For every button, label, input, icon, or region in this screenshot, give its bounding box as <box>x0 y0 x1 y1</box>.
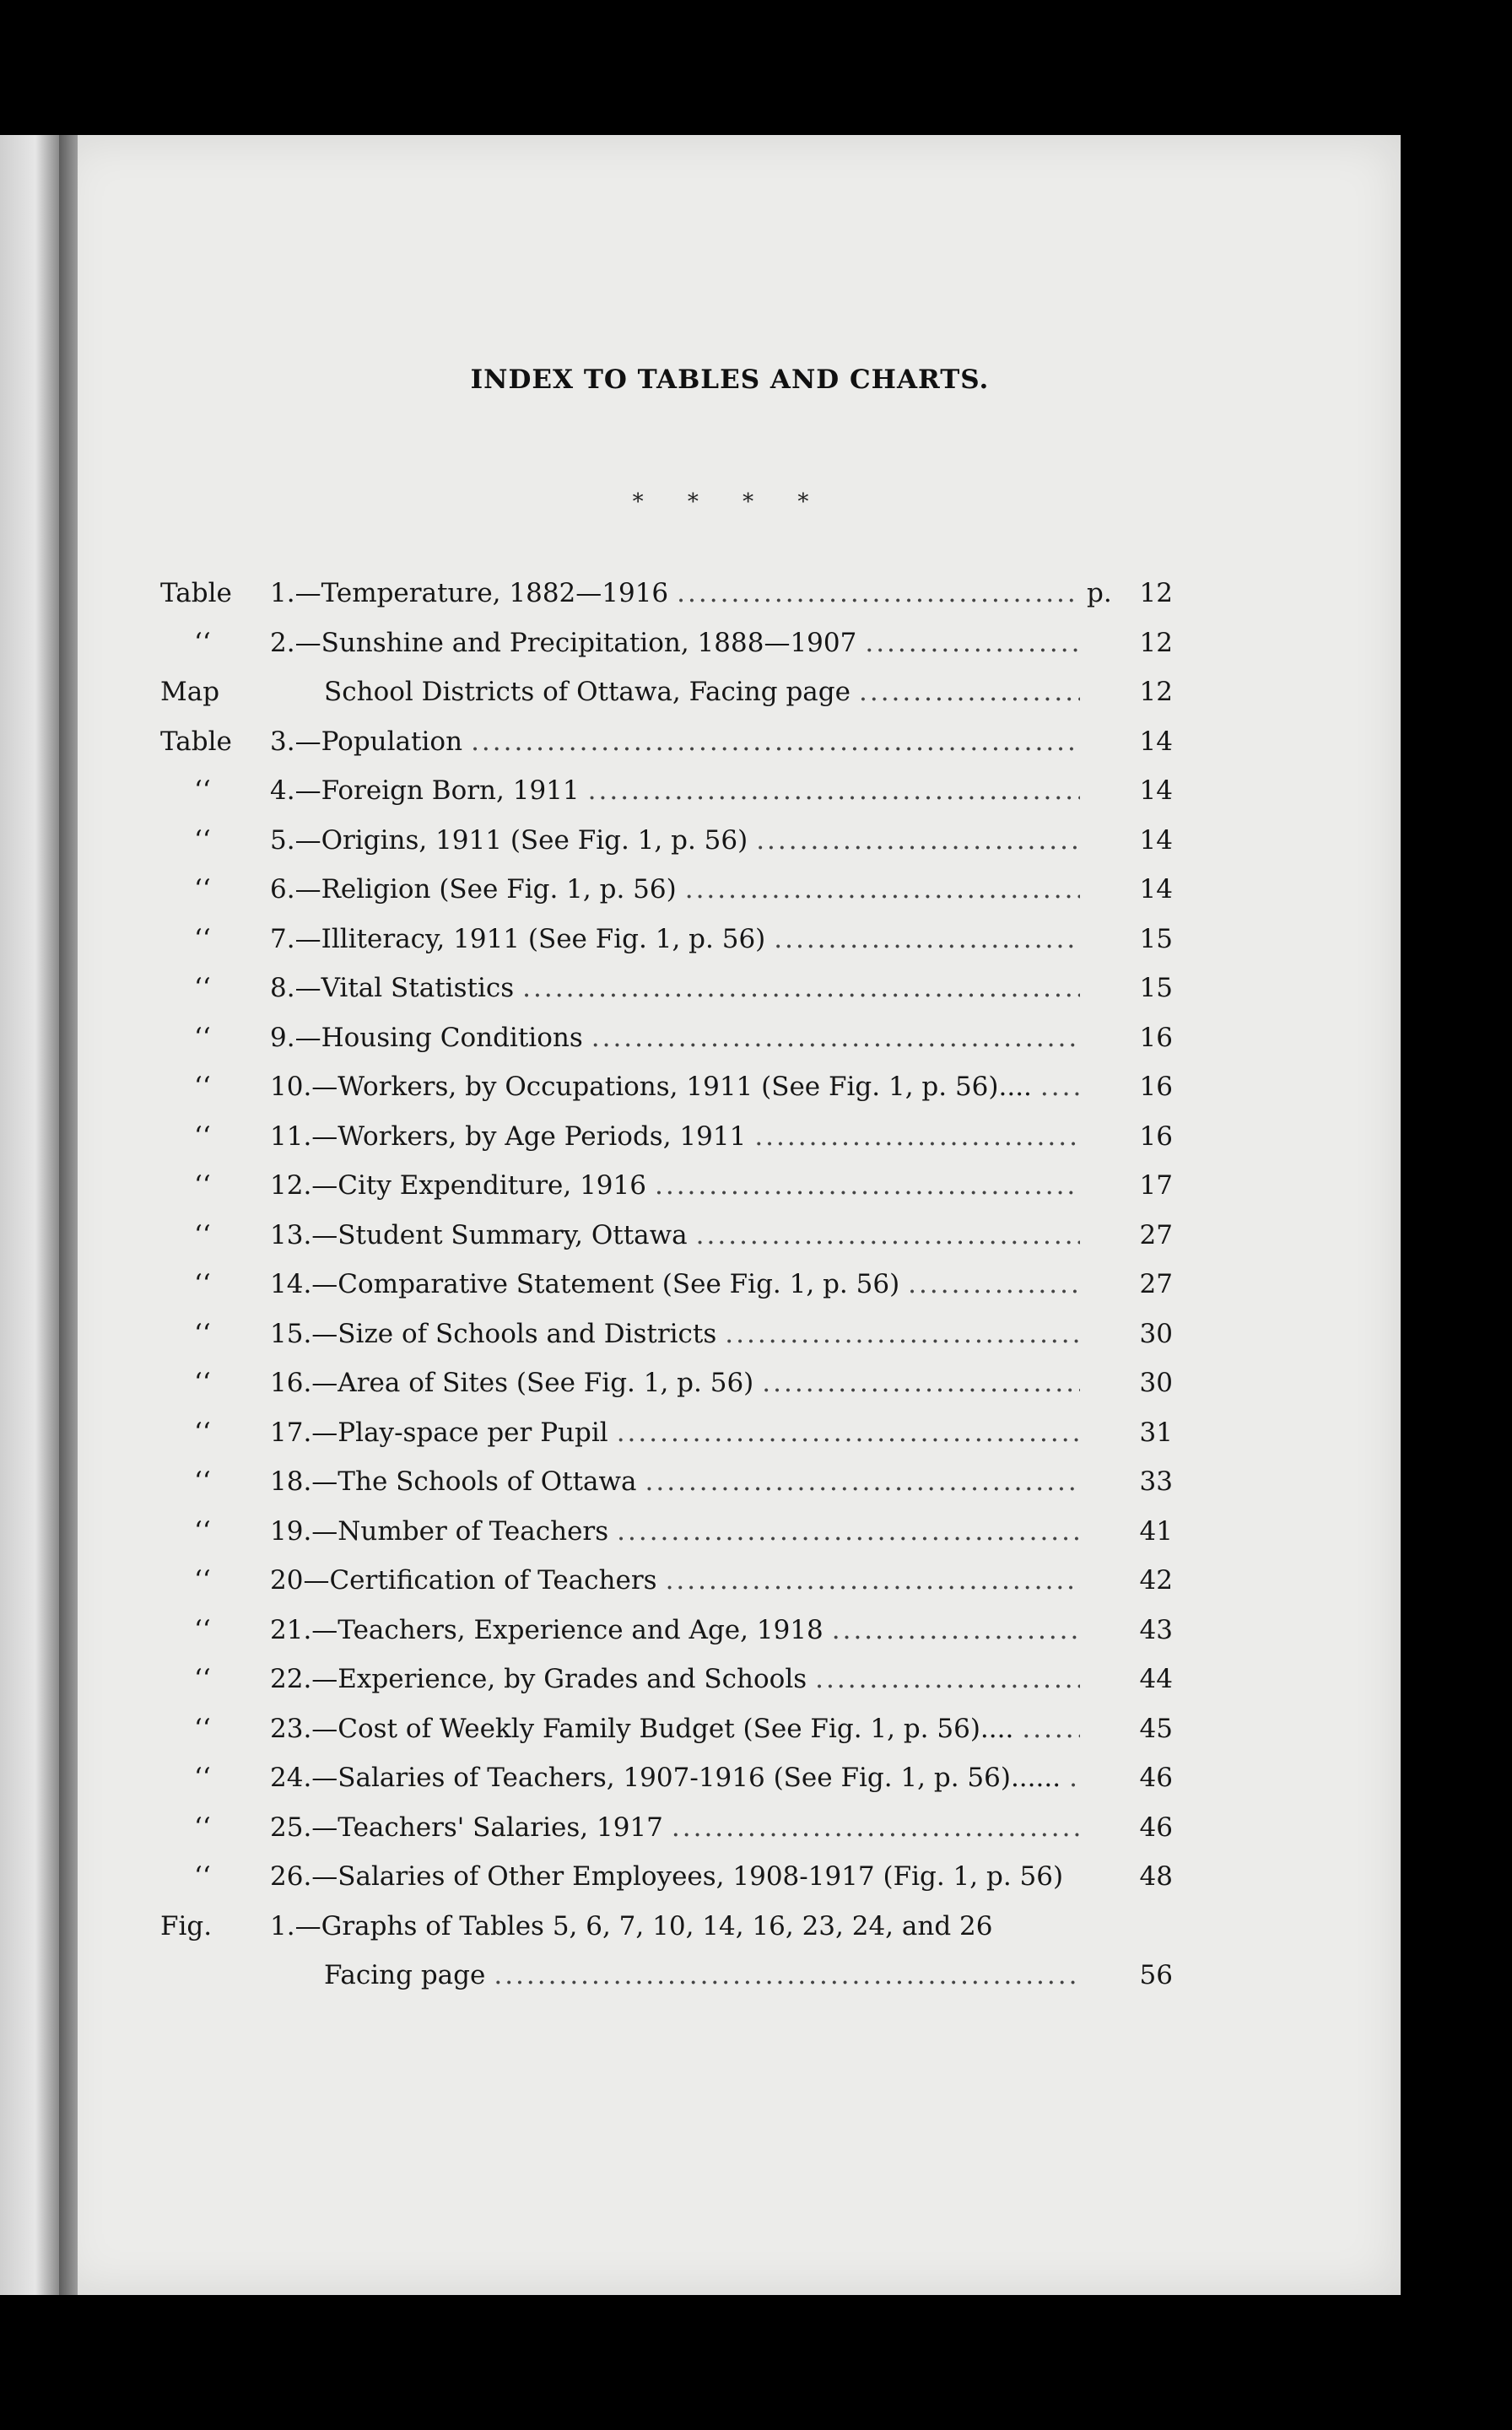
page-number: 15 <box>1139 923 1173 954</box>
page-number: 46 <box>1139 1812 1173 1843</box>
entry-kind: ‘‘ <box>194 1219 211 1250</box>
entry-title <box>270 1170 1080 1201</box>
dot-leader <box>1069 1763 1080 1793</box>
entry-text: 22.—Experience, by Grades and Schools <box>270 1664 807 1694</box>
dot-leader <box>522 973 1080 1003</box>
entry-title <box>270 1664 1080 1694</box>
page-prefix: p. <box>1087 578 1112 608</box>
dot-leader <box>471 726 1080 757</box>
entry-title <box>270 924 1080 954</box>
entry-title <box>270 973 1080 1003</box>
page-number: 12 <box>1139 627 1173 658</box>
dot-leader <box>865 628 1080 658</box>
dot-leader <box>588 775 1080 806</box>
page-number: 14 <box>1139 726 1173 757</box>
dot-leader <box>645 1466 1080 1497</box>
entry-title <box>270 825 1080 856</box>
page-number: 27 <box>1139 1269 1173 1299</box>
entry-text: 4.—Foreign Born, 1911 <box>270 775 580 806</box>
index-entry <box>59 1960 1401 2010</box>
entry-title <box>270 1220 1080 1250</box>
dot-leader <box>1040 1072 1080 1102</box>
dot-leader <box>754 1121 1080 1152</box>
index-entry <box>59 1911 1401 1961</box>
dot-leader <box>672 1812 1080 1843</box>
index-entry <box>59 1170 1401 1220</box>
entry-kind: ‘‘ <box>194 973 211 1003</box>
index-entry <box>59 973 1401 1023</box>
page-number: 27 <box>1139 1219 1173 1250</box>
page-number: 17 <box>1139 1170 1173 1201</box>
entry-kind: ‘‘ <box>194 824 211 856</box>
entry-title <box>270 1960 1080 1990</box>
page-number: 12 <box>1139 578 1173 608</box>
index-entry <box>59 1615 1401 1665</box>
index-entry <box>59 1714 1401 1763</box>
entry-kind: ‘‘ <box>194 1417 211 1448</box>
dot-leader <box>774 924 1080 954</box>
entry-kind: ‘‘ <box>194 1466 211 1497</box>
entry-title <box>270 1072 1080 1102</box>
index-entry <box>59 1121 1401 1171</box>
entry-title <box>270 1565 1080 1596</box>
index-entry <box>59 726 1401 776</box>
entry-title <box>270 1763 1080 1793</box>
page-number: 46 <box>1139 1763 1173 1793</box>
entry-title <box>270 1368 1080 1398</box>
entry-text: 25.—Teachers' Salaries, 1917 <box>270 1812 663 1843</box>
page-title: INDEX TO TABLES AND CHARTS. <box>470 364 990 395</box>
page-number: 16 <box>1139 1072 1173 1102</box>
page-number: 42 <box>1139 1565 1173 1596</box>
entry-kind: ‘‘ <box>194 1120 211 1152</box>
entry-title <box>270 1714 1080 1744</box>
page-number: 14 <box>1139 874 1173 904</box>
index-entry <box>59 1269 1401 1319</box>
entry-text: 1.—Graphs of Tables 5, 6, 7, 10, 14, 16, 23, 24, and 26 <box>270 1910 993 1941</box>
entry-title <box>270 677 1080 707</box>
entry-text: 8.—Vital Statistics <box>270 973 515 1003</box>
dot-leader <box>832 1615 1080 1645</box>
entry-title <box>270 726 1080 757</box>
entry-text: 26.—Salaries of Other Employees, 1908-1917 (Fig. 1, p. 56) <box>270 1861 1064 1892</box>
entry-kind: ‘‘ <box>194 1565 211 1596</box>
dot-leader <box>696 1220 1080 1250</box>
page-number: 56 <box>1139 1960 1173 1990</box>
entry-title <box>270 1121 1080 1152</box>
entry-text: 21.—Teachers, Experience and Age, 1918 <box>270 1614 824 1645</box>
entry-text: 15.—Size of Schools and Districts <box>270 1318 717 1349</box>
entry-title <box>270 1516 1080 1547</box>
entry-text: 6.—Religion (See Fig. 1, p. 56) <box>270 874 677 904</box>
entry-text: Facing page <box>324 1960 486 1990</box>
entry-kind: ‘‘ <box>194 1515 211 1547</box>
index-entry <box>59 1368 1401 1418</box>
entry-text: 16.—Area of Sites (See Fig. 1, p. 56) <box>270 1368 754 1398</box>
dot-leader <box>591 1023 1080 1053</box>
entry-title <box>270 1911 1080 1941</box>
index-entry <box>59 874 1401 924</box>
index-entry <box>59 1861 1401 1911</box>
dot-leader <box>677 578 1080 608</box>
entry-title <box>270 1812 1080 1843</box>
index-entry <box>59 1466 1401 1516</box>
entry-title <box>270 1861 1080 1892</box>
page-number: 30 <box>1139 1368 1173 1398</box>
index-entry <box>59 677 1401 726</box>
entry-title <box>270 628 1080 658</box>
entry-title <box>270 1418 1080 1448</box>
page-number: 33 <box>1139 1466 1173 1497</box>
entry-title <box>270 1319 1080 1349</box>
separator-stars: * * * * <box>632 489 828 515</box>
entry-kind: ‘‘ <box>194 1812 211 1843</box>
entry-text: 19.—Number of Teachers <box>270 1515 609 1547</box>
entry-text: 2.—Sunshine and Precipitation, 1888—1907 <box>270 627 857 658</box>
entry-title <box>270 874 1080 904</box>
page-number: 12 <box>1139 677 1173 707</box>
entry-kind: Table <box>160 578 232 608</box>
index-list <box>59 578 1401 2010</box>
entry-kind: ‘‘ <box>194 775 211 806</box>
dot-leader <box>685 874 1080 904</box>
entry-title <box>270 1269 1080 1299</box>
dot-leader <box>666 1565 1080 1596</box>
entry-kind: ‘‘ <box>194 1664 211 1694</box>
index-entry <box>59 1418 1401 1467</box>
entry-kind: ‘‘ <box>194 1022 211 1053</box>
page-number: 30 <box>1139 1318 1173 1349</box>
entry-text: 12.—City Expenditure, 1916 <box>270 1170 646 1201</box>
dot-leader <box>762 1368 1080 1398</box>
page-number: 45 <box>1139 1713 1173 1744</box>
entry-text: 5.—Origins, 1911 (See Fig. 1, p. 56) <box>270 824 748 856</box>
index-entry <box>59 1023 1401 1072</box>
entry-text: 17.—Play-space per Pupil <box>270 1417 608 1448</box>
index-entry <box>59 1220 1401 1270</box>
dot-leader <box>655 1170 1080 1201</box>
dot-leader <box>859 677 1080 707</box>
entry-text: 13.—Student Summary, Ottawa <box>270 1219 688 1250</box>
entry-kind: ‘‘ <box>194 1072 211 1102</box>
entry-kind: ‘‘ <box>194 1861 211 1892</box>
entry-title <box>270 775 1080 806</box>
index-entry <box>59 578 1401 628</box>
index-entry <box>59 1664 1401 1714</box>
dot-leader <box>756 825 1080 856</box>
entry-kind: ‘‘ <box>194 1614 211 1645</box>
entry-kind: ‘‘ <box>194 1170 211 1201</box>
entry-text: 14.—Comparative Statement (See Fig. 1, p. 56) <box>270 1269 900 1299</box>
index-entry <box>59 825 1401 875</box>
page-number: 15 <box>1139 973 1173 1003</box>
dot-leader <box>908 1269 1080 1299</box>
entry-text: 23.—Cost of Weekly Family Budget (See Fig. 1, p. 56).... <box>270 1713 1014 1744</box>
entry-text: 10.—Workers, by Occupations, 1911 (See Fig. 1, p. 56).... <box>270 1072 1032 1102</box>
entry-kind: ‘‘ <box>194 1368 211 1398</box>
entry-kind: ‘‘ <box>194 1269 211 1299</box>
entry-title <box>270 1466 1080 1497</box>
entry-text: 1.—Temperature, 1882—1916 <box>270 578 669 608</box>
page-number: 48 <box>1139 1861 1173 1892</box>
entry-title <box>270 1615 1080 1645</box>
entry-text: 3.—Population <box>270 726 463 757</box>
dot-leader <box>815 1664 1080 1694</box>
dot-leader <box>617 1418 1080 1448</box>
entry-kind: ‘‘ <box>194 874 211 904</box>
entry-kind: ‘‘ <box>194 923 211 954</box>
index-entry <box>59 775 1401 825</box>
page-number: 16 <box>1139 1022 1173 1053</box>
index-entry <box>59 1763 1401 1812</box>
dot-leader <box>1022 1714 1080 1744</box>
index-entry <box>59 1072 1401 1121</box>
entry-text: 9.—Housing Conditions <box>270 1022 583 1053</box>
book-page <box>59 135 1401 2295</box>
index-entry <box>59 1516 1401 1566</box>
dot-leader <box>494 1960 1080 1990</box>
entry-kind: ‘‘ <box>194 1318 211 1349</box>
page-number: 14 <box>1139 775 1173 806</box>
index-entry <box>59 1319 1401 1369</box>
index-entry <box>59 628 1401 678</box>
entry-text: 11.—Workers, by Age Periods, 1911 <box>270 1120 747 1152</box>
entry-kind: Table <box>160 726 232 757</box>
index-entry <box>59 1812 1401 1862</box>
entry-text: 7.—Illiteracy, 1911 (See Fig. 1, p. 56) <box>270 923 766 954</box>
entry-text: School Districts of Ottawa, Facing page <box>324 677 850 707</box>
dot-leader <box>725 1319 1080 1349</box>
entry-kind: Map <box>160 677 220 707</box>
page-number: 14 <box>1139 824 1173 856</box>
index-entry <box>59 1565 1401 1615</box>
entry-text: 24.—Salaries of Teachers, 1907-1916 (See Fig. 1, p. 56)...... <box>270 1763 1061 1793</box>
page-number: 43 <box>1139 1614 1173 1645</box>
page-number: 44 <box>1139 1664 1173 1694</box>
entry-kind: ‘‘ <box>194 1763 211 1793</box>
index-entry <box>59 924 1401 974</box>
entry-kind: Fig. <box>160 1910 213 1941</box>
page-number: 16 <box>1139 1120 1173 1152</box>
page-number: 31 <box>1139 1417 1173 1448</box>
entry-title <box>270 578 1080 608</box>
entry-kind: ‘‘ <box>194 627 211 658</box>
left-page-edge <box>0 135 59 2295</box>
dot-leader <box>617 1516 1080 1547</box>
entry-text: 20—Certification of Teachers <box>270 1565 657 1596</box>
entry-text: 18.—The Schools of Ottawa <box>270 1466 637 1497</box>
page-number: 41 <box>1139 1515 1173 1547</box>
entry-title <box>270 1023 1080 1053</box>
entry-kind: ‘‘ <box>194 1713 211 1744</box>
